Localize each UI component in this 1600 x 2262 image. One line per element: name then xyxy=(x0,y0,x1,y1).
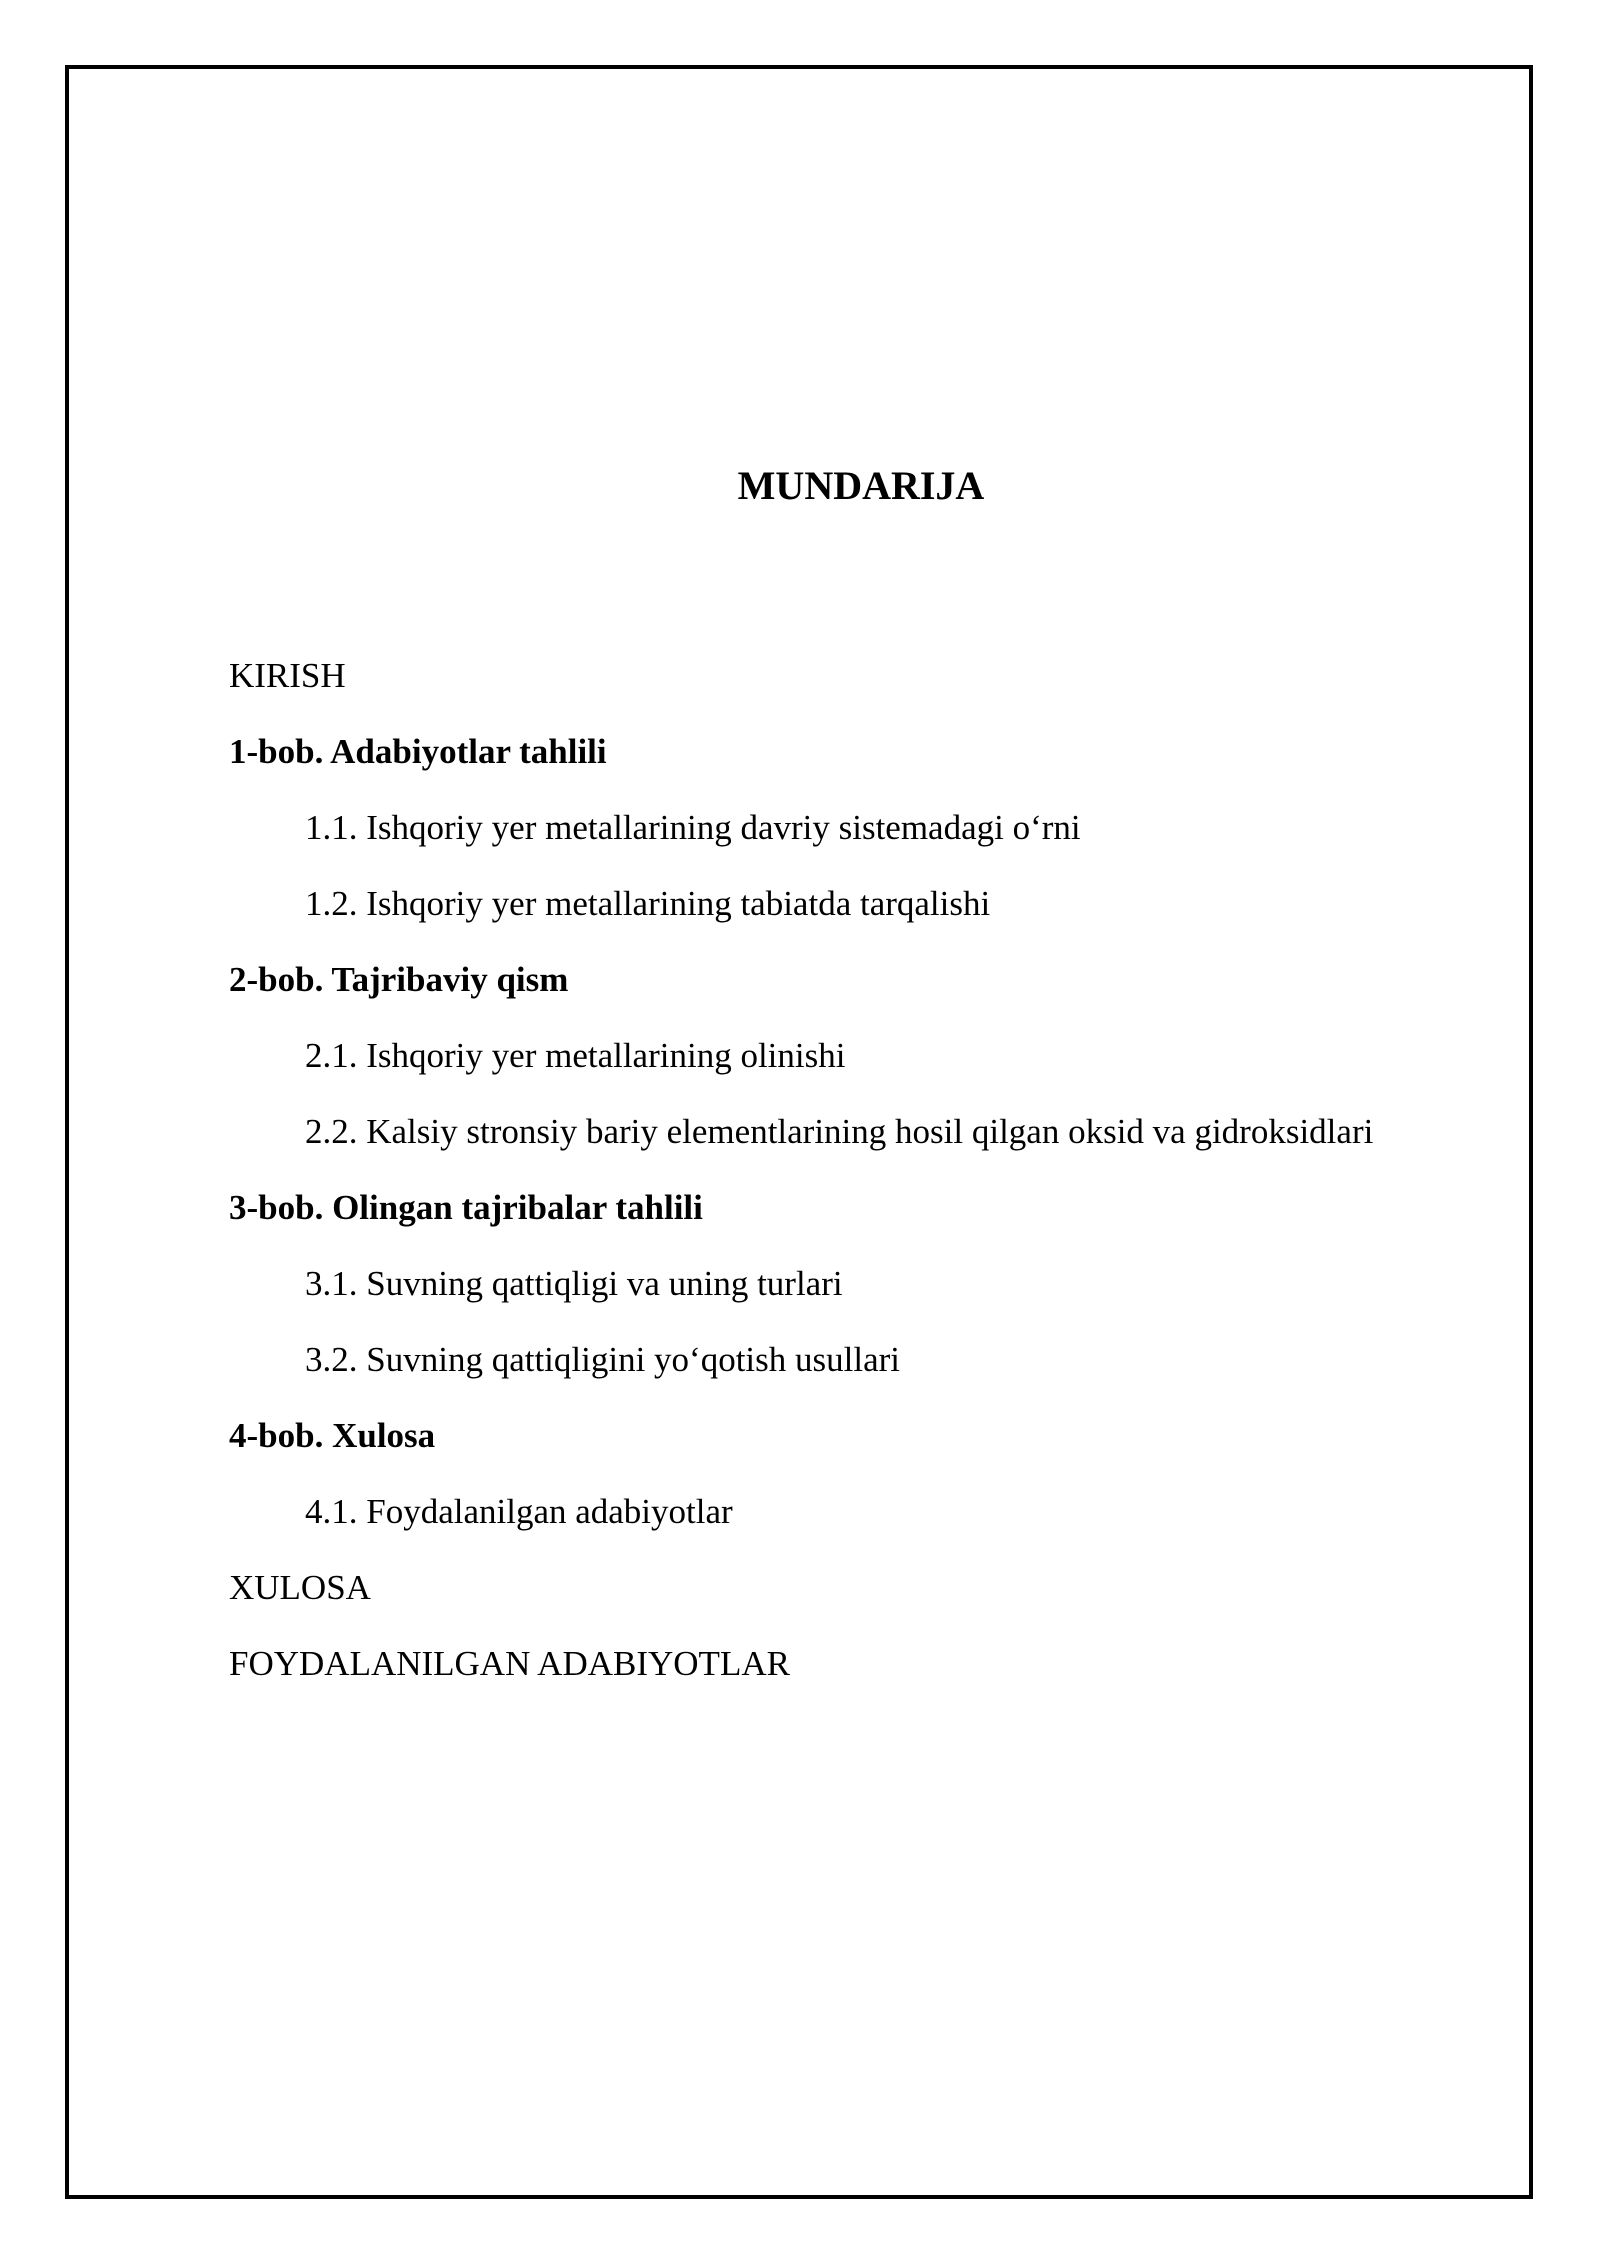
toc-section-1-1: 1.1. Ishqoriy yer metallarining davriy sistemadagi o‘rni xyxy=(305,808,1081,847)
page-title: MUNDARIJA xyxy=(737,463,985,508)
toc-entry-xulosa: XULOSA xyxy=(229,1568,371,1607)
toc-section-2-1: 2.1. Ishqoriy yer metallarining olinishi xyxy=(305,1036,846,1075)
toc-section-3-2: 3.2. Suvning qattiqligini yo‘qotish usullari xyxy=(305,1340,900,1379)
toc-section-2-2: 2.2. Kalsiy stronsiy bariy elementlarining hosil qilgan oksid va gidroksidlari xyxy=(305,1112,1374,1151)
toc-section-4-1: 4.1. Foydalanilgan adabiyotlar xyxy=(305,1492,733,1531)
toc-chapter-4: 4-bob. Xulosa xyxy=(229,1416,436,1455)
toc-entry-kirish: KIRISH xyxy=(229,656,346,695)
toc-section-3-1: 3.1. Suvning qattiqligi va uning turlari xyxy=(305,1264,843,1303)
toc-chapter-3: 3-bob. Olingan tajribalar tahlili xyxy=(229,1188,703,1227)
table-of-contents xyxy=(229,638,1373,1702)
toc-chapter-1: 1-bob. Adabiyotlar tahlili xyxy=(229,732,607,771)
toc-section-1-2: 1.2. Ishqoriy yer metallarining tabiatda tarqalishi xyxy=(305,884,991,923)
toc-chapter-2: 2-bob. Tajribaviy qism xyxy=(229,960,569,999)
toc-entry-foydalanilgan-adabiyotlar: FOYDALANILGAN ADABIYOTLAR xyxy=(229,1644,790,1683)
